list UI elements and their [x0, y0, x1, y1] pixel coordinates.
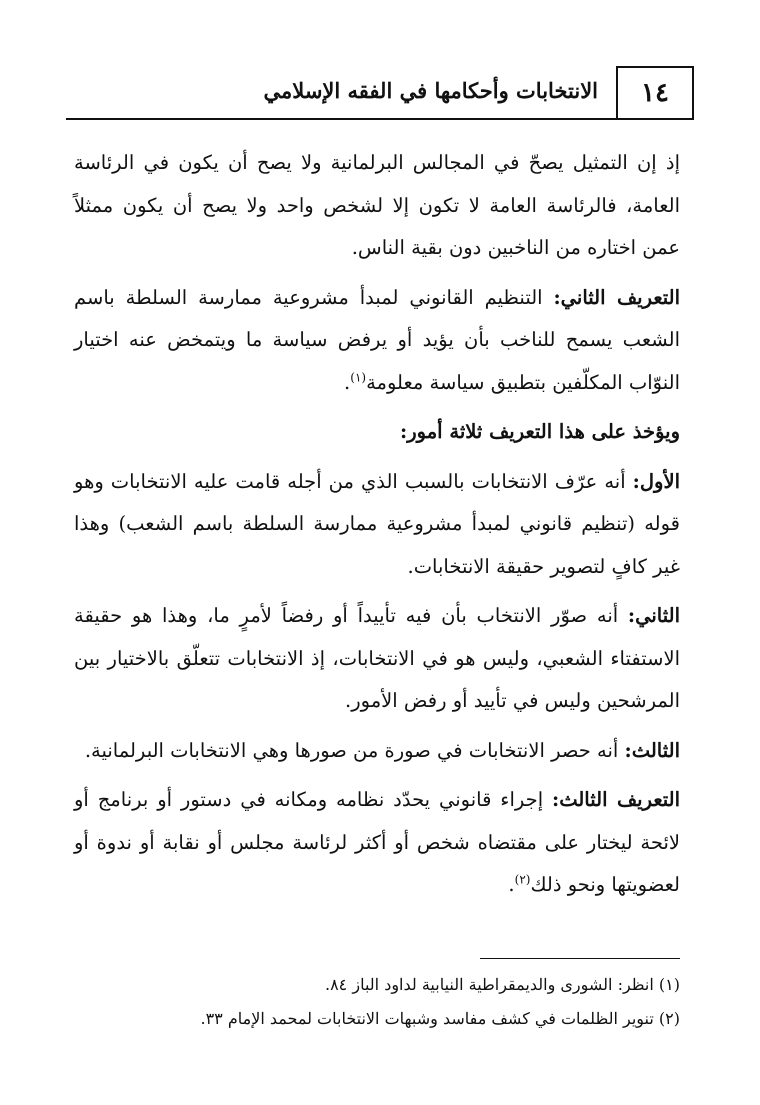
footnote-ref-1[interactable]: (١)	[350, 370, 367, 384]
point-label: الأول:	[632, 469, 680, 493]
paragraph-text: أنه حصر الانتخابات في صورة من صورها وهي الانتخابات البرلمانية.	[84, 738, 625, 762]
paragraph-1: إذ إن التمثيل يصحّ في المجالس البرلمانية ولا يصح أن يكون في الرئاسة العامة، فالرئاسة العامة لا تكون إلا لشخص واحد ولا يصح أن يكون ممثلاً عمن اختاره من الناخبين دون بقية الناس.	[74, 151, 680, 259]
point-label: الثاني:	[627, 604, 680, 627]
running-title: الانتخابات وأحكامها في الفقه الإسلامي	[263, 78, 598, 103]
definition-label: التعريف الثالث:	[552, 788, 680, 811]
footnote-1: (١) انظر: الشورى والديمقراطية النيابية لداود الباز ٨٤.	[324, 975, 680, 994]
footnote-separator	[480, 958, 680, 959]
paragraph-6	[74, 730, 680, 773]
page-header	[66, 66, 694, 120]
paragraph-text: أنه عرّف الانتخابات بالسبب الذي من أجله قامت عليه الانتخابات وهو قوله (تنظيم قانوني لمبدأ مشروعية ممارسة السلطة باسم الشعب) وهذا غير كافٍ لتصوير حقيقة الانتخابات.	[74, 469, 680, 578]
paragraph-text: التنظيم القانوني لمبدأ مشروعية ممارسة السلطة باسم الشعب يسمح للناخب بأن يؤيد أو يرفض سياسة ما ويتمخض عنه اختيار النوّاب المكلّفين بتطبيق سياسة معلومة	[74, 285, 680, 394]
main-text	[74, 142, 680, 907]
footnote-2: (٢) تنوير الظلمات في كشف مفاسد وشبهات الانتخابات لمحمد الإمام ٣٣.	[200, 1009, 680, 1028]
paragraph-text: إجراء قانوني يحدّد نظامه ومكانه في دستور أو برنامج أو لائحة ليختار على مقتضاه شخص أو أكثر لرئاسة مجلس أو نقابة أو ندوة أو لعضويتها ونحو ذلك	[74, 788, 680, 896]
paragraph-3: ويؤخذ على هذا التعريف ثلاثة أمور:	[400, 420, 680, 443]
footnotes	[74, 968, 680, 1036]
footnote-ref-2[interactable]: (٢)	[514, 872, 531, 887]
paragraph-text: أنه صوّر الانتخاب بأن فيه تأييداً أو رفضاً لأمرٍ ما، وهذا هو حقيقة الاستفتاء الشعبي، وليس هو في الانتخابات، إذ الانتخابات تتعلّق بالاختيار بين المرشحين وليس في تأييد أو رفض الأمور.	[74, 604, 680, 712]
paragraph-4	[74, 461, 680, 589]
paragraph-2: التعريف الثاني: التنظيم القانوني لمبدأ مشروعية ممارسة السلطة باسم الشعب يسمح للناخب بأن يؤيد أو يرفض سياسة ما ويتمخض عنه اختيار النوّاب المكلّفين بتطبيق سياسة معلومة$^{(١)}$.	[74, 285, 681, 394]
page-number: ١٤	[616, 66, 694, 118]
definition-label: التعريف الثاني:	[553, 285, 681, 309]
point-label: الثالث:	[624, 738, 680, 762]
paragraph-5	[74, 595, 680, 723]
paragraph-7: التعريف الثالث: إجراء قانوني يحدّد نظامه ومكانه في دستور أو برنامج أو لائحة ليختار على مقتضاه شخص أو أكثر لرئاسة مجلس أو نقابة أو ندوة أو لعضويتها ونحو ذلك$^{(٢)}$.	[74, 788, 680, 896]
header-rule	[66, 118, 694, 120]
